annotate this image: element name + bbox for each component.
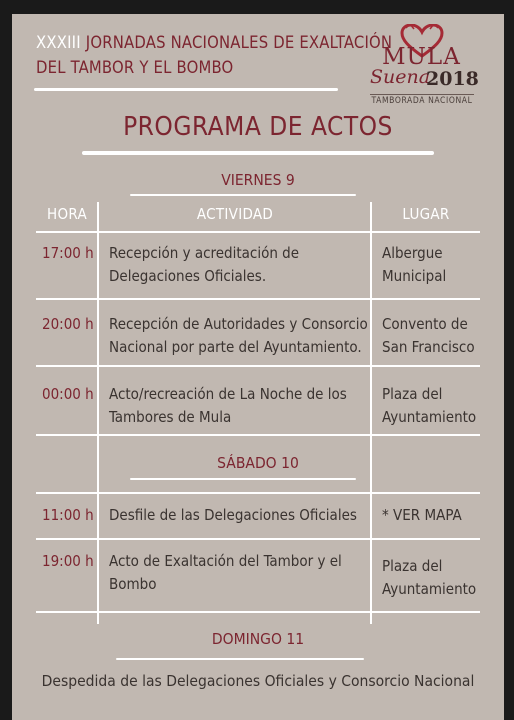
event-activity: Desfile de las Delegaciones Oficiales <box>109 506 357 524</box>
event-time: 11:00 h <box>42 506 94 524</box>
column-divider-right <box>370 202 372 624</box>
event-place: Plaza del Ayuntamiento <box>382 385 477 426</box>
edition-number: XXXIII <box>36 33 81 52</box>
row-divider <box>36 492 480 494</box>
mula-suena-logo <box>364 22 480 108</box>
row-divider <box>36 231 480 233</box>
logo-subtitle: TAMBORADA NACIONAL <box>371 96 473 106</box>
event-place: Convento de San Francisco <box>382 315 475 356</box>
day-underline-friday <box>130 194 356 196</box>
event-title <box>36 30 392 80</box>
event-activity: Recepción de Autoridades y Consorcio Nacional por parte del Ayuntamiento. <box>109 315 368 356</box>
see-map-link[interactable]: * VER MAPA <box>382 506 462 524</box>
row-divider <box>36 611 480 613</box>
event-time: 19:00 h <box>42 552 94 570</box>
event-time: 00:00 h <box>42 385 94 403</box>
program-card <box>12 14 504 720</box>
event-place: Plaza del Ayuntamiento <box>382 557 477 598</box>
day-underline-sunday <box>116 658 364 660</box>
event-activity: Recepción y acreditación de Delegaciones Oficiales. <box>109 244 300 285</box>
day-heading-sunday: DOMINGO 11 <box>211 630 305 648</box>
day-heading-saturday: SÁBADO 10 <box>217 454 299 472</box>
header-divider <box>34 88 338 91</box>
day-underline-saturday <box>130 478 356 480</box>
row-divider <box>36 298 480 300</box>
day-heading-friday: VIERNES 9 <box>221 171 295 189</box>
column-header-activity: ACTIVIDAD <box>196 205 274 223</box>
event-activity: Acto/recreación de La Noche de los Tambores de Mula <box>109 385 347 426</box>
title-line-1: JORNADAS NACIONALES DE EXALTACIÓN <box>85 33 393 52</box>
column-header-place: LUGAR <box>402 205 450 223</box>
column-divider-left <box>97 202 99 624</box>
program-title: PROGRAMA DE ACTOS <box>123 112 393 142</box>
column-header-time: HORA <box>47 205 87 223</box>
logo-word-suena: Suena <box>370 66 431 88</box>
title-line-2: DEL TAMBOR Y EL BOMBO <box>36 58 234 77</box>
logo-word-mula: MULA <box>382 44 461 70</box>
event-activity: Acto de Exaltación del Tambor y el Bombo <box>109 552 342 593</box>
program-title-underline <box>82 151 434 155</box>
event-time: 20:00 h <box>42 315 94 333</box>
sunday-note: Despedida de las Delegaciones Oficiales y Consorcio Nacional <box>41 672 475 690</box>
logo-year: 2018 <box>426 68 479 90</box>
event-place: Albergue Municipal <box>382 244 447 285</box>
event-time: 17:00 h <box>42 244 94 262</box>
row-divider <box>36 434 480 436</box>
row-divider <box>36 538 480 540</box>
row-divider <box>36 365 480 367</box>
